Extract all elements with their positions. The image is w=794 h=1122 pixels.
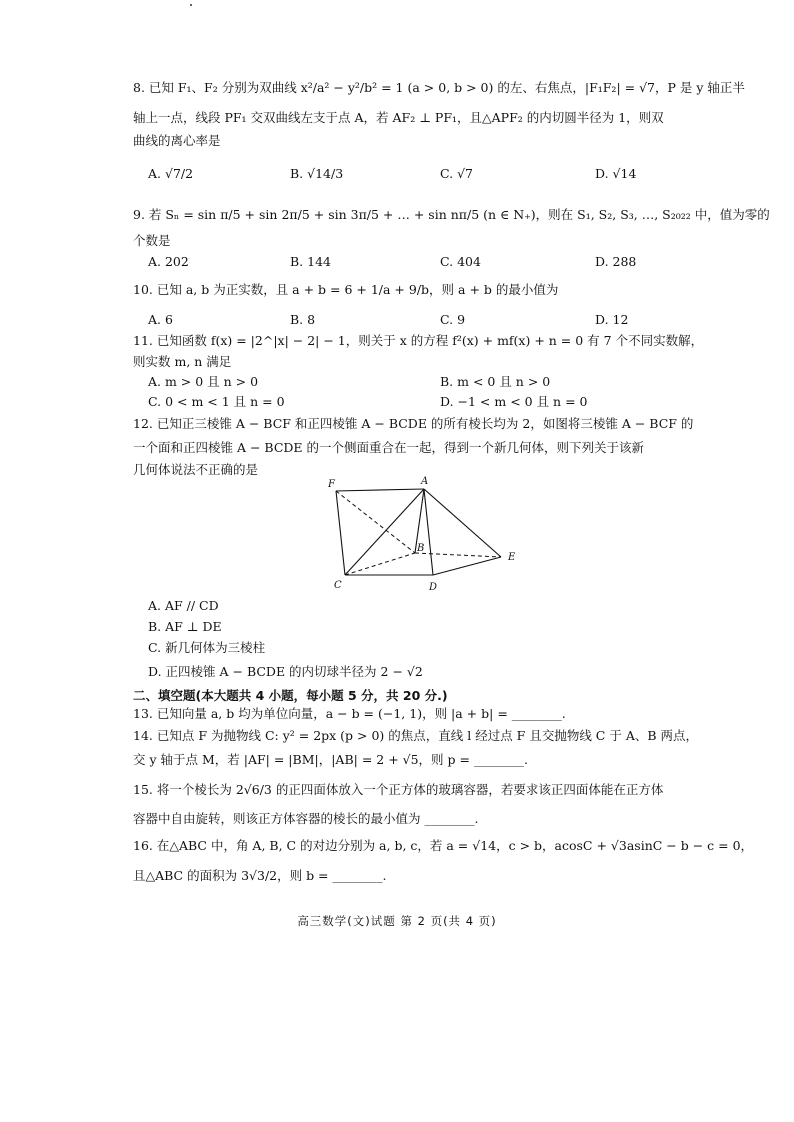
q16-line1: 16. 在△ABC 中，角 A, B, C 的对边分别为 a, b, c，若 a = √14，c > b，acosC + √3asinC − b − c = 0，	[133, 838, 754, 853]
section-fill-in-heading: 二、填空题(本大题共 4 小题，每小题 5 分，共 20 分.)	[133, 688, 448, 703]
label-e: E	[508, 552, 516, 563]
q8-option-a: A. √7/2	[148, 166, 194, 181]
q8-option-c: C. √7	[440, 166, 473, 181]
q12-option-d: D. 正四棱锥 A − BCDE 的内切球半径为 2 − √2	[148, 664, 423, 679]
q12-option-a: A. AF // CD	[148, 598, 219, 613]
q11-line1: 11. 已知函数 f(x) = |2^|x| − 2| − 1，则关于 x 的方程 f²(x) + mf(x) + n = 0 有 7 个不同实数解，	[133, 333, 704, 348]
q11-option-b: B. m < 0 且 n > 0	[440, 374, 551, 389]
q8-line2: 轴上一点，线段 PF₁ 交双曲线左支于点 A，若 AF₂ ⊥ PF₁，且△APF₂ 的内切圆半径为 1，则双	[133, 110, 664, 125]
q12-line3: 几何体说法不正确的是	[133, 462, 259, 477]
label-a: A	[421, 476, 429, 487]
label-f: F	[328, 479, 335, 490]
q12-option-b: B. AF ⊥ DE	[148, 619, 222, 634]
q11-option-c: C. 0 < m < 1 且 n = 0	[148, 394, 285, 409]
q16-line2: 且△ABC 的面积为 3√3/2，则 b = ________.	[133, 868, 387, 883]
q15-line2: 容器中自由旋转，则该正方体容器的棱长的最小值为 ________.	[133, 811, 479, 826]
q9-line2: 个数是	[133, 233, 171, 248]
q9-option-a: A. 202	[148, 254, 189, 269]
q14-line2: 交 y 轴于点 M，若 |AF| = |BM|，|AB| = 2 + √5，则 p = ________.	[133, 752, 528, 767]
q12-line2: 一个面和正四棱锥 A − BCDE 的一个侧面重合在一起，得到一个新几何体，则下列关于该新	[133, 440, 645, 455]
q11-option-d: D. −1 < m < 0 且 n = 0	[440, 394, 588, 409]
label-b: B	[417, 543, 425, 554]
q9-line1: 9. 若 Sₙ = sin π/5 + sin 2π/5 + sin 3π/5 + … + sin nπ/5 (n ∈ N₊)，则在 S₁, S₂, S₃, …, S₂₀₂₂ 中，值为零的	[133, 207, 770, 222]
q11-line2: 则实数 m, n 满足	[133, 354, 232, 369]
q9-option-b: B. 144	[290, 254, 331, 269]
q11-option-a: A. m > 0 且 n > 0	[148, 374, 259, 389]
q14-line1: 14. 已知点 F 为抛物线 C: y² = 2px (p > 0) 的焦点，直线 l 经过点 F 且交抛物线 C 于 A、B 两点，	[133, 728, 699, 743]
page-footer: 高三数学(文)试题 第 2 页(共 4 页)	[297, 914, 497, 928]
q12-line1: 12. 已知正三棱锥 A − BCF 和正四棱锥 A − BCDE 的所有棱长均为 2，如图将三棱锥 A − BCF 的	[133, 416, 694, 431]
q8-option-d: D. √14	[595, 166, 637, 181]
label-d: D	[429, 582, 438, 593]
q10-option-c: C. 9	[440, 312, 466, 327]
q10-option-d: D. 12	[595, 312, 629, 327]
q8-option-b: B. √14/3	[290, 166, 344, 181]
q10-line1: 10. 已知 a, b 为正实数，且 a + b = 6 + 1/a + 9/b，则 a + b 的最小值为	[133, 282, 559, 297]
q13-line1: 13. 已知向量 a, b 均为单位向量，a − b = (−1, 1)，则 |a + b| = ________.	[133, 706, 566, 721]
label-c: C	[334, 580, 342, 591]
q9-option-c: C. 404	[440, 254, 481, 269]
q9-option-d: D. 288	[595, 254, 637, 269]
scan-speck	[190, 4, 192, 6]
q8-line3: 曲线的离心率是	[133, 133, 221, 148]
q8-line1: 8. 已知 F₁、F₂ 分别为双曲线 x²/a² − y²/b² = 1 (a > 0, b > 0) 的左、右焦点，|F₁F₂| = √7，P 是 y 轴正半	[133, 80, 745, 95]
q10-option-b: B. 8	[290, 312, 316, 327]
q12-geometry-figure	[318, 472, 528, 597]
q10-option-a: A. 6	[148, 312, 173, 327]
q12-option-c: C. 新几何体为三棱柱	[148, 640, 266, 655]
q15-line1: 15. 将一个棱长为 2√6/3 的正四面体放入一个正方体的玻璃容器，若要求该正四面体能在正方体	[133, 782, 664, 797]
